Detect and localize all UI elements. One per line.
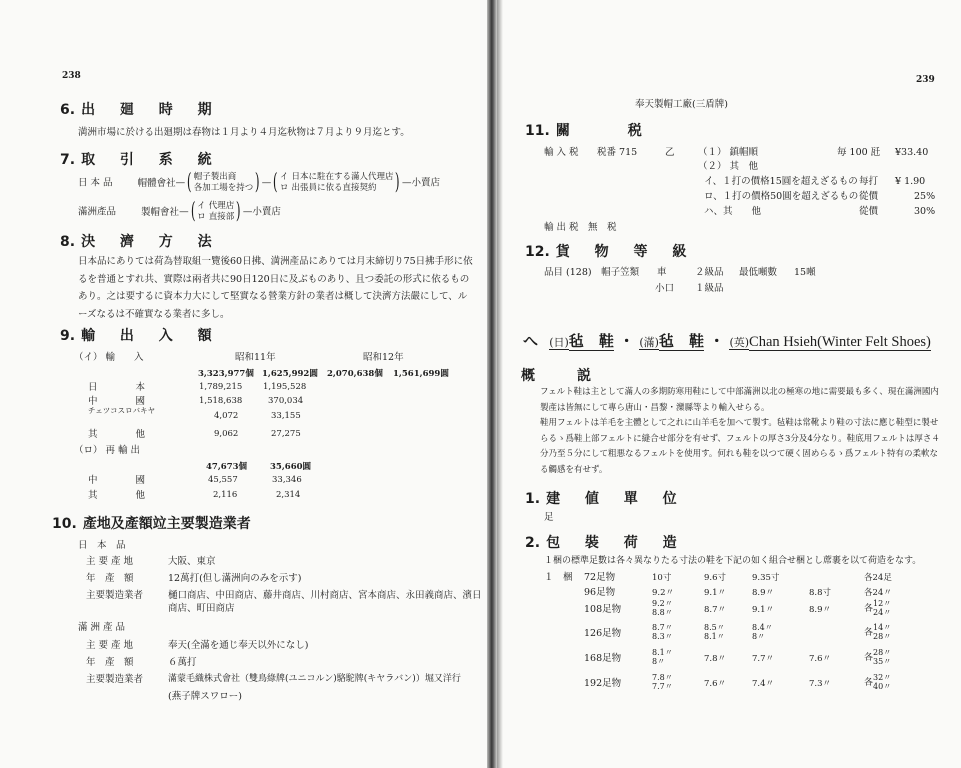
packing-row-name: 96足物 <box>584 587 616 598</box>
section-title: 關 税 <box>555 123 652 139</box>
packing-cell: 7.6〃 <box>809 654 832 664</box>
tariff-rate: 25% <box>914 191 936 202</box>
packing-cell: 8.1〃 8〃 <box>652 647 673 666</box>
section-7-heading <box>60 149 222 169</box>
packing-cell: 各24足 <box>864 573 892 583</box>
table-cell: 1,518,638 <box>199 396 243 406</box>
packing-row-name: 108足物 <box>584 604 622 615</box>
section-10-heading <box>52 513 251 533</box>
trade-route-japan: 日 本 品 帽體會社—( 帽子製出商 各加工場を持つ) —( イ ロ 日本に駐在する滿人代理店 出張員に依る直接契約 ) —小賣店 <box>78 170 441 195</box>
item-name-english: Chan Hsieh(Winter Felt Shoes) <box>749 334 931 350</box>
packing-cell: 8.4〃 8〃 <box>752 622 773 641</box>
section-8-heading <box>60 231 222 251</box>
freight-grade: １級品 <box>695 283 724 294</box>
total-quantity-11: 3,323,977個 <box>198 369 254 379</box>
trade-route-node: 小賣店 <box>411 177 441 189</box>
packing-cell: 7.4〃 <box>752 679 775 689</box>
overview-text: フェルト鞋は主として滿人の多期防寒用鞋にして中部滿洲以北の極寒の地に需要最も多く、現在滿洲國内製產は皆無にして專ら唐山・昌黎・灤縣等より輸入せらる。 鞋用フェルトは羊毛を主體として之れに山羊毛を加へて製す。毡鞋は常靴より鞋の寸法に應じ鞋型に製せらるゝ爲鞋上部フェルトに縫合せ部分を有せず、フェルトの厚さ3分及4分なり。鞋底用フェルトは厚さ４分乃至５分にして粗悪なるフェルトを使用す。何れも鞋を以つて硬く固めらるゝ爲フェルト特有の柔軟なる觸感を有せず。 <box>540 387 940 475</box>
trade-route-label: 日 本 品 <box>78 177 113 189</box>
tariff-unit: 每打 <box>859 176 879 187</box>
reexport-total-value: 35,660圓 <box>270 462 312 472</box>
section-number: 11. <box>525 123 550 139</box>
info-key: 年 產 額 <box>86 573 134 584</box>
packing-cell: 9.2〃 8.8〃 <box>652 598 673 617</box>
table-row-label: チェツコスロバキヤ <box>88 406 156 415</box>
section-title: 輸 出 入 額 <box>81 328 222 344</box>
trade-route-node: 代理店 <box>208 201 235 211</box>
table-cell: 4,072 <box>214 411 239 421</box>
packing-cell: 各24〃 <box>864 588 892 598</box>
freight-min-value: 15噸 <box>794 267 816 278</box>
packing-row-name: 192足物 <box>584 678 622 689</box>
table-row-label: 中 國 <box>88 475 146 486</box>
info-value: ６萬打 <box>168 657 197 668</box>
freight-mode: 小口 <box>655 283 675 294</box>
section-9-heading <box>60 325 222 345</box>
packing-cell: 9.1〃 <box>752 605 775 615</box>
info-value: 奉天(全滿を通じ奉天以外になし) <box>168 640 309 651</box>
section-11-heading <box>525 120 652 140</box>
tariff-unit: 毎 100 瓩 <box>837 147 881 158</box>
table-cell: 33,155 <box>271 411 301 421</box>
trade-route-node: 出張員に依る直接契約 <box>291 183 377 193</box>
import-label: （イ） 輸 入 <box>74 352 144 363</box>
table-row-label: 中 國 <box>88 396 146 407</box>
tariff-item: ロ、１打の價格50圓を超えざるもの <box>704 191 859 202</box>
tariff-item: （１） 鎮帽順 <box>698 147 759 158</box>
info-value: 樋口商店、中田商店、藤井商店、川村商店、宮本商店、永田義商店、濱日 <box>168 590 482 601</box>
packing-row-label: １ 梱 <box>544 572 573 583</box>
table-cell: 27,275 <box>271 429 301 439</box>
japan-products-label: 日 本 品 <box>78 540 126 551</box>
packing-cell: 9.35寸 <box>752 573 780 583</box>
section-number: 2. <box>525 535 541 551</box>
reexport-total-quantity: 47,673個 <box>206 462 248 472</box>
table-row-label: 其 他 <box>88 490 146 501</box>
info-key: 主要製造業者 <box>86 674 144 685</box>
info-value: 12萬打(但し滿洲向のみを示す) <box>168 573 302 584</box>
section-title: 產地及產額竝主要製造業者 <box>82 516 251 532</box>
packing-cell: 各12〃 24〃 <box>864 598 892 617</box>
tariff-unit: 從價 <box>859 191 879 202</box>
freight-min-label: 最低噸數 <box>739 267 778 278</box>
trade-route-mark: イ <box>197 201 206 211</box>
manchukuo-products-label: 滿 洲 產 品 <box>78 622 126 633</box>
packing-cell: 10寸 <box>652 573 672 583</box>
tariff-rate: 30% <box>914 206 936 217</box>
info-key: 年 產 額 <box>86 657 134 668</box>
tariff-number: 税番 715 <box>597 147 638 158</box>
info-value: 大阪、東京 <box>168 556 216 567</box>
price-unit: 足 <box>544 512 554 523</box>
section-number: 9. <box>60 328 76 344</box>
trade-route-mark: ロ <box>197 212 206 222</box>
tariff-item: （２） 其 他 <box>698 161 759 172</box>
lang-tag-manchu: (滿) <box>639 336 659 349</box>
lang-tag-japanese: (日) <box>549 336 569 349</box>
section-title: 取 引 系 統 <box>81 152 222 168</box>
info-value: 商店、町田商店 <box>168 603 235 614</box>
table-cell: 9,062 <box>214 429 239 439</box>
page-number-left: 238 <box>62 71 81 81</box>
trade-route-node: 製帽會社 <box>141 206 180 218</box>
packing-cell: 7.8〃 7.7〃 <box>652 672 673 691</box>
section-title: 包 裝 荷 造 <box>546 535 687 551</box>
packing-cell: 9.6寸 <box>704 573 727 583</box>
table-cell: 33,346 <box>272 475 302 485</box>
section-number: 8. <box>60 234 76 250</box>
trade-route-node: 小賣店 <box>252 206 281 218</box>
item-name-manchu: 毡 鞋 <box>658 332 704 350</box>
freight-mode: 車 <box>657 267 667 278</box>
page-number-right: 239 <box>916 75 935 85</box>
packing-cell: 7.6〃 <box>704 679 727 689</box>
info-value: 滿蒙毛織株式會社（雙鳥綠牌(ユニコルン)駱駝牌(キヤラバン)）堀又洋行 <box>168 674 461 684</box>
overview-heading: 概 説 <box>521 368 591 384</box>
packing-cell: 9.1〃 <box>704 588 727 598</box>
tariff-class: 乙 <box>665 147 675 158</box>
section-1-heading <box>525 488 687 508</box>
trade-route-mark: イ <box>279 172 289 182</box>
packing-row-name: 72足物 <box>584 572 616 583</box>
tariff-unit: 從價 <box>859 206 879 217</box>
freight-grade: ２級品 <box>695 267 724 278</box>
table-row-label: 其 他 <box>88 429 146 440</box>
info-key: 主 要 產 地 <box>86 556 134 567</box>
book-gutter <box>487 0 497 768</box>
info-key: 主 要 產 地 <box>86 640 134 651</box>
tariff-rate: ¥33.40 <box>895 147 929 158</box>
trade-route-label: 滿洲產品 <box>78 206 117 218</box>
year-12-label: 昭和12年 <box>363 352 404 363</box>
total-quantity-12: 2,070,638個 <box>327 369 383 379</box>
trade-route-node: 帽體會社 <box>137 177 176 189</box>
table-cell: 2,314 <box>276 490 301 500</box>
packing-cell: 8.7〃 <box>704 605 727 615</box>
table-cell: 370,034 <box>268 396 304 406</box>
page-shadow <box>497 0 503 768</box>
packing-cell: 各14〃 28〃 <box>864 622 892 641</box>
item-heading: へ (日)毡 鞋 ・ (滿)毡 鞋 ・ (英)Chan Hsieh(Winter Felt Shoes) <box>523 332 931 350</box>
section-title: 建 値 單 位 <box>546 491 687 507</box>
section-title: 貨 物 等 級 <box>555 244 697 260</box>
info-value: (燕子牌スワロー) <box>168 691 242 702</box>
packing-cell: 各32〃 40〃 <box>864 672 892 691</box>
trade-route-node: 帽子製出商 <box>193 172 237 182</box>
freight-item: 品目 (128) 帽子笠類 <box>544 267 640 278</box>
tariff-item: ハ、其 他 <box>704 206 762 217</box>
packing-cell: 8.8寸 <box>809 588 832 598</box>
packing-cell: 7.3〃 <box>809 679 832 689</box>
trade-route-manchukuo: 滿洲產品 製帽會社—( イ ロ 代理店 直接部) —小賣店 <box>78 199 281 224</box>
section-2-heading <box>525 532 687 552</box>
section-6-heading <box>60 99 222 119</box>
table-cell: 2,116 <box>213 490 238 500</box>
item-name-japanese: 毡 鞋 <box>568 332 614 350</box>
section-number: 10. <box>52 516 77 532</box>
section-number: 6. <box>60 102 76 118</box>
packing-cell: 7.7〃 <box>752 654 775 664</box>
packing-cell: 8.9〃 <box>809 605 832 615</box>
packing-row-name: 168足物 <box>584 653 622 664</box>
table-row-label: 日 本 <box>88 382 146 393</box>
tariff-rate: ¥ 1.90 <box>895 176 926 187</box>
manufacturer-note: 奉天製帽工廠(三盾牌) <box>635 99 728 110</box>
section-12-heading <box>525 241 696 261</box>
packing-cell: 各28〃 35〃 <box>864 647 892 666</box>
section-8-text: 日本品にありては荷為替取組一覽後60日拂、満洲產品にありては月末締切り75日拂手形に依るを普通とすれ共、實際は兩者共に90日120日に及ぶものあり、且つ委託の形式に依るものあり。之は要するに資本力大にして堅實なる營業方針の業者は概して決濟方法嚴にして、ルーズなるは不確實なる業者に多し。 <box>78 256 473 320</box>
packing-cell: 8.5〃 8.1〃 <box>704 622 725 641</box>
tariff-import-label: 輸 入 税 <box>544 147 579 158</box>
section-number: 1. <box>525 491 541 507</box>
packing-cell: 8.7〃 8.3〃 <box>652 622 673 641</box>
table-cell: 45,557 <box>208 475 238 485</box>
section-title: 出 廻 時 期 <box>81 102 222 118</box>
packing-intro: １梱の標準足數は各々異なりたる寸法の鞋を下記の如く組合せ梱とし蓆裹を以て荷造をなす。 <box>544 556 922 566</box>
trade-route-node: 日本に駐在する滿人代理店 <box>291 172 394 182</box>
total-value-12: 1,561,699圓 <box>393 369 449 379</box>
section-number: 12. <box>525 244 550 260</box>
packing-row-name: 126足物 <box>584 628 622 639</box>
total-value-11: 1,625,992圓 <box>262 369 318 379</box>
trade-route-node: 各加工場を持つ <box>193 183 254 193</box>
lang-tag-english: (英) <box>729 336 750 349</box>
packing-cell: 8.9〃 <box>752 588 775 598</box>
table-cell: 1,789,215 <box>199 382 243 392</box>
right-page <box>497 0 961 768</box>
section-title: 決 濟 方 法 <box>81 234 222 250</box>
section-number: 7. <box>60 152 76 168</box>
year-11-label: 昭和11年 <box>235 352 276 363</box>
table-cell: 1,195,528 <box>263 382 307 392</box>
packing-cell: 9.2〃 <box>652 588 675 598</box>
section-6-text: 満洲市場に於ける出廻期は春物は１月より４月迄秋物は７月より９月迄とす。 <box>78 127 410 138</box>
trade-route-node: 直接部 <box>208 212 235 222</box>
info-key: 主要製造業者 <box>86 590 144 601</box>
trade-route-mark: ロ <box>279 183 289 193</box>
item-mark: へ <box>523 332 539 350</box>
reexport-label: （ロ） 再 輸 出 <box>74 445 141 456</box>
export-duty: 輸 出 税 無 税 <box>544 222 617 233</box>
tariff-item: イ、１打の價格15圓を超えざるもの <box>704 176 858 187</box>
packing-cell: 7.8〃 <box>704 654 727 664</box>
